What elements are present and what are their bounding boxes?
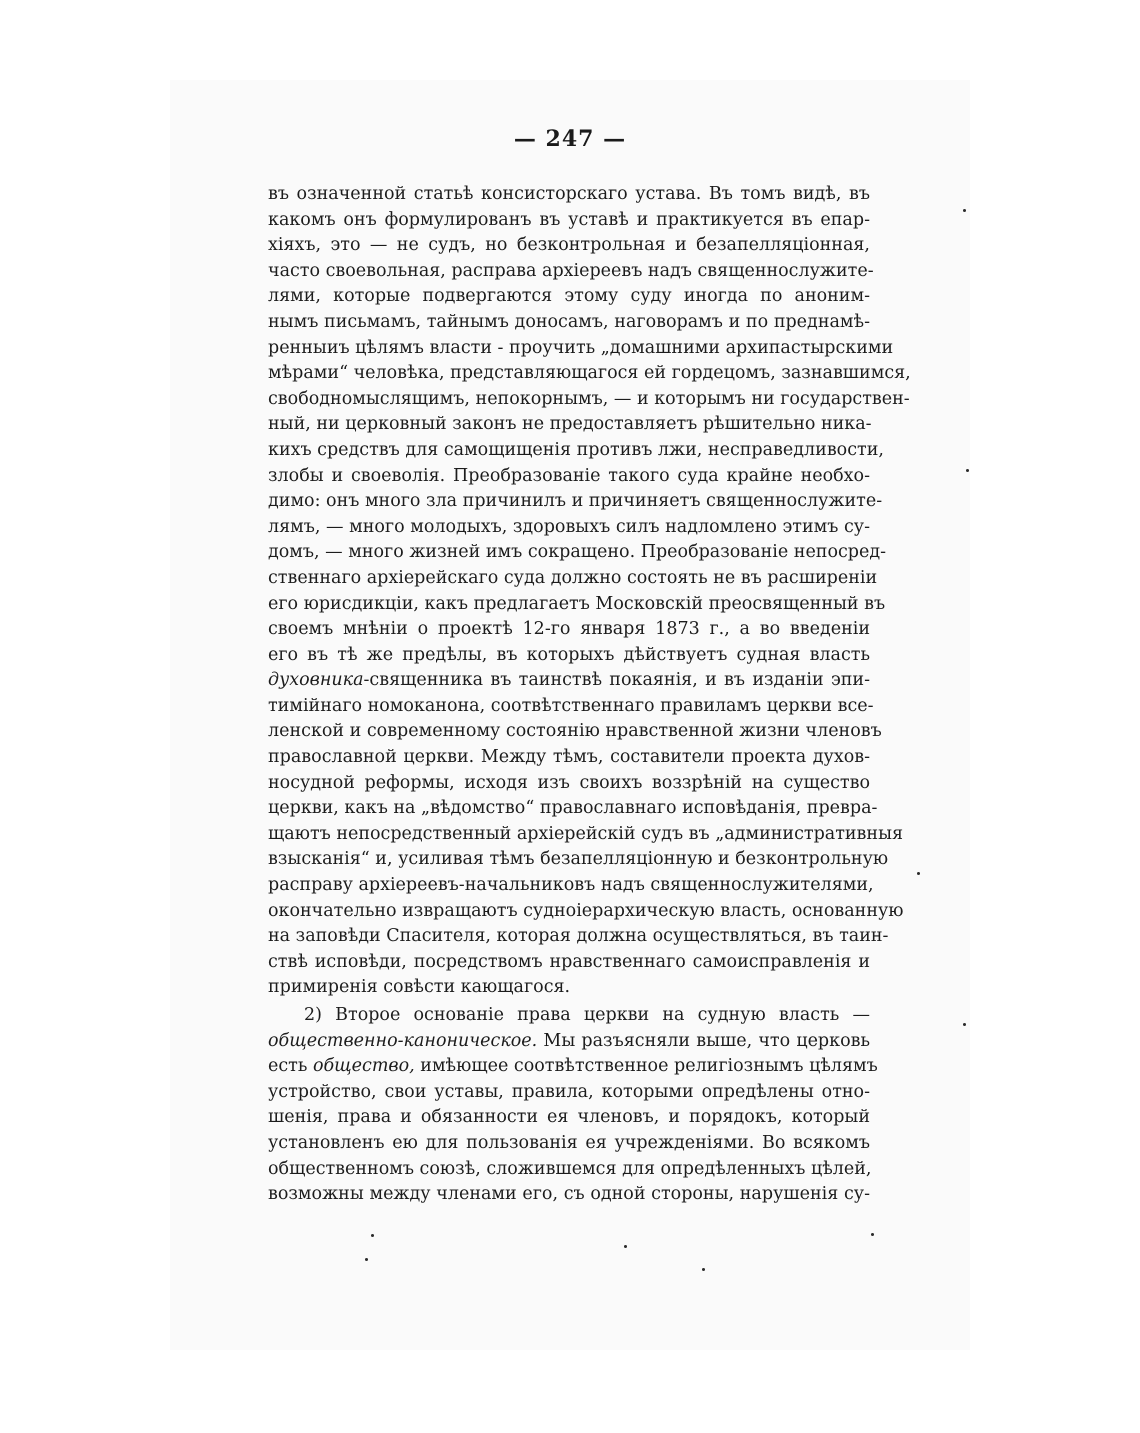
scan-speck — [871, 1233, 874, 1236]
text-line: взысканія“ и, усиливая тѣмъ безапелляціонную и безконтрольную — [268, 849, 889, 870]
text-line: тимійнаго номоканона, соотвѣтственнаго правиламъ церкви все- — [268, 695, 874, 716]
text-line: устройство, свои уставы, правила, которыми опредѣлены отно- — [268, 1081, 870, 1102]
scan-speck — [624, 1245, 627, 1248]
scan-speck — [917, 872, 920, 875]
text-line: окончательно извращаютъ судноіерархическую власть, основанную — [268, 900, 904, 921]
text-line: лями, которые подвергаются этому суду иногда по аноним- — [268, 286, 870, 307]
paragraph-1 — [268, 182, 911, 1001]
text-line: на заповѣди Спасителя, которая должна осуществляться, въ таин- — [268, 926, 889, 947]
text-line: ренныиъ цѣлямъ власти - проучить „домашними архипастырскими — [268, 337, 894, 358]
text-line: общественномъ союзѣ, сложившемся для опредѣленныхъ цѣлей, — [268, 1158, 872, 1179]
text-line: въ означенной статьѣ консисторскаго устава. Въ томъ видѣ, въ — [268, 184, 870, 204]
text-line: мѣрами“ человѣка, представляющагося ей гордецомъ, зазнавшимся, — [268, 363, 911, 384]
text-line: шенія, права и обязанности ея членовъ, и порядокъ, который — [268, 1107, 870, 1128]
text-line: лямъ, — много молодыхъ, здоровыхъ силъ надломлено этимъ су- — [268, 516, 870, 537]
italic-phrase: общество, — [312, 1056, 415, 1077]
text-line: домъ, — много жизней имъ сокращено. Преобразованіе непосред- — [268, 542, 887, 563]
page-number: — 247 — — [513, 126, 627, 152]
text-line: какомъ онъ формулированъ въ уставѣ и практикуется въ епар- — [268, 209, 870, 230]
paragraph-2 — [268, 1003, 878, 1208]
text-line: ствѣ исповѣди, посредствомъ нравственнаго самоисправленія и — [268, 951, 870, 972]
text-line: установленъ ею для пользованія ея учрежденіями. Во всякомъ — [268, 1132, 870, 1153]
italic-phrase: общественно-каноническое. — [268, 1030, 538, 1051]
text-run: есть — [268, 1056, 313, 1077]
text-run: -священника въ таинствѣ покаянія, и въ изданіи эпи- — [363, 670, 870, 691]
text-line: 2) Второе основаніе права церкви на судную власть — — [304, 1005, 870, 1025]
text-line: православной церкви. Между тѣмъ, составители проекта духов- — [268, 747, 870, 768]
text-line: щаютъ непосредственный архіерейскій судъ въ „административныя — [268, 823, 904, 844]
text-line: хіяхъ, это — не судъ, но безконтрольная и безапелляціонная, — [268, 235, 870, 256]
scan-speck — [963, 209, 966, 212]
text-line: расправу архіереевъ-начальниковъ надъ священнослужителями, — [268, 875, 874, 896]
text-line: нымъ письмамъ, тайнымъ доносамъ, наговорамъ и по преднамѣ- — [268, 311, 870, 332]
text-line: злобы и своеволія. Преобразованіе такого суда крайне необхо- — [268, 465, 870, 486]
text-line: часто своевольная, расправа архіереевъ надъ священнослужите- — [268, 260, 874, 281]
text-line: его юрисдикціи, какъ предлагаетъ Московскій преосвященный въ — [268, 593, 886, 614]
text-line: его въ тѣ же предѣлы, въ которыхъ дѣйствуетъ судная власть — [268, 644, 870, 665]
text-line — [268, 668, 870, 694]
scan-speck — [702, 1268, 705, 1271]
text-run: Мы разъясняли выше, что церковь — [537, 1030, 870, 1051]
text-line: кихъ средствъ для самощищенія противъ лжи, несправедливости, — [268, 439, 884, 460]
text-run: имѣющее соотвѣтственное религіознымъ цѣлямъ — [414, 1056, 878, 1077]
scan-speck — [963, 1023, 966, 1026]
text-line: своемъ мнѣніи о проектѣ 12-го января 1873 г., а во введеніи — [268, 619, 870, 640]
text-line: возможны между членами его, съ одной стороны, нарушенія су- — [268, 1184, 870, 1205]
body-text — [268, 182, 911, 1208]
text-line: димо: онъ много зла причинилъ и причиняетъ священнослужите- — [268, 491, 883, 512]
text-line: ный, ни церковный законъ не предоставляетъ рѣшительно ника- — [268, 414, 872, 435]
text-line: носудной реформы, исходя изъ своихъ воззрѣній на существо — [268, 772, 870, 793]
scan-speck — [966, 469, 969, 472]
scan-speck — [371, 1234, 374, 1237]
text-line: ленской и современному состоянію нравственной жизни членовъ — [268, 721, 882, 742]
text-line: церкви, какъ на „вѣдомство“ православнаго исповѣданія, превра- — [268, 798, 878, 819]
italic-phrase: духовника — [268, 670, 364, 691]
text-line — [268, 1029, 870, 1055]
text-line — [268, 1054, 878, 1080]
text-line: ственнаго архіерейскаго суда должно состоять не въ расширеніи — [268, 567, 878, 588]
text-line: примиренія совѣсти кающагося. — [268, 977, 571, 998]
text-line: свободномыслящимъ, непокорнымъ, — и которымъ ни государствен- — [268, 388, 910, 409]
scan-speck — [365, 1258, 368, 1261]
